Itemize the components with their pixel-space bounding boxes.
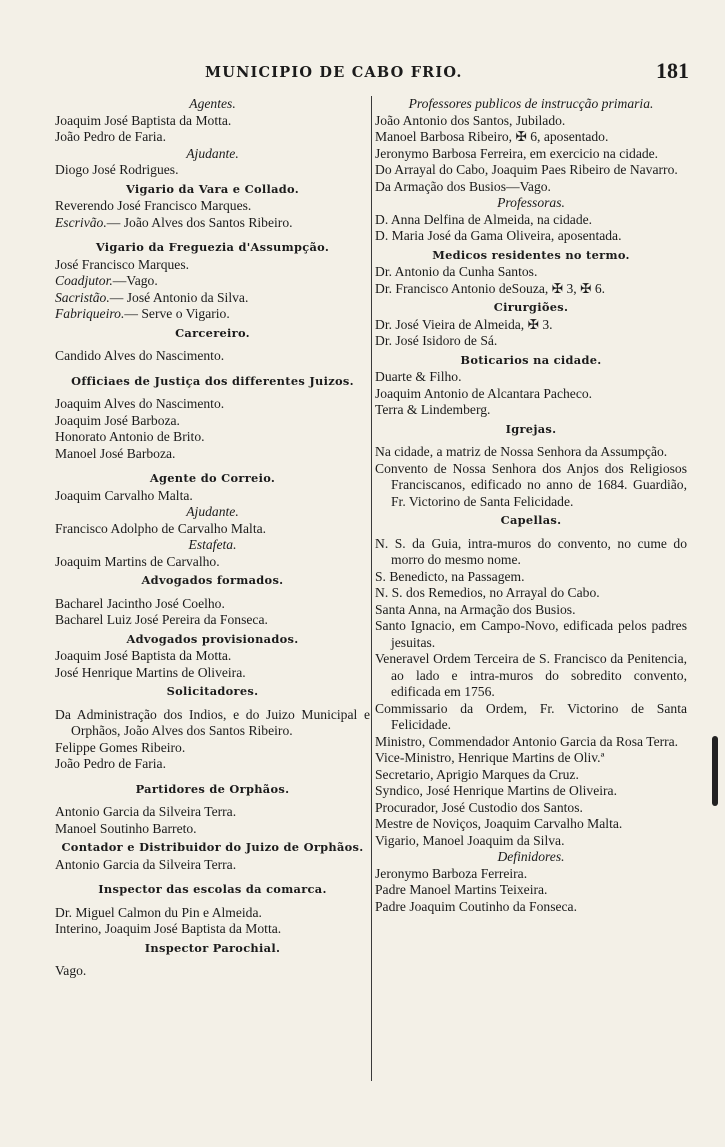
list-item: Vago. xyxy=(55,963,87,978)
section-heading: Boticarios na cidade. xyxy=(460,352,602,367)
list-item: Dr. José Vieira de Almeida, ✠ 3. xyxy=(375,316,553,332)
list-item: Jeronymo Barboza Ferreira. xyxy=(375,865,528,881)
role-holder: — João Alves dos Santos Ribeiro. xyxy=(106,214,293,230)
section-heading: Advogados provisionados. xyxy=(126,631,299,646)
list-item: Duarte & Filho. xyxy=(375,369,462,384)
section-heading: Professoras. xyxy=(497,195,565,210)
section-heading: Definidores. xyxy=(497,849,565,864)
list-item: Vice-Ministro, Henrique Martins de Oliv.ª xyxy=(375,750,605,765)
page-header xyxy=(0,58,725,90)
list-item: Joaquim Carvalho Malta. xyxy=(55,487,193,503)
section-heading: Carcereiro. xyxy=(175,325,250,340)
section-heading: Inspector das escolas da comarca. xyxy=(98,882,327,896)
role-holder: —Vago. xyxy=(112,273,158,288)
list-item: Francisco Adolpho de Carvalho Malta. xyxy=(55,520,267,536)
list-item: Bacharel Luiz José Pereira da Fonseca. xyxy=(55,612,268,627)
section-heading: Vigario da Vara e Collado. xyxy=(125,181,300,196)
list-item: Joaquim Martins de Carvalho. xyxy=(55,553,220,569)
list-item: Vigario, Manoel Joaquim da Silva. xyxy=(375,832,565,848)
list-item: Manoel Barbosa Ribeiro, ✠ 6, aposentado. xyxy=(375,129,609,144)
list-item: Joaquim Alves do Nascimento. xyxy=(55,396,225,411)
list-item: Dr. José Isidoro de Sá. xyxy=(375,333,498,348)
role-label: Escrivão. xyxy=(55,214,107,230)
list-item: Padre Joaquim Coutinho da Fonseca. xyxy=(375,898,577,914)
list-item: Terra & Lindemberg. xyxy=(375,402,491,417)
list-item: Honorato Antonio de Brito. xyxy=(55,429,205,444)
list-item: João Pedro de Faria. xyxy=(55,129,166,144)
section-heading: Agente do Correio. xyxy=(149,471,276,485)
list-item: Padre Manoel Martins Teixeira. xyxy=(375,882,548,897)
list-item: João Pedro de Faria. xyxy=(55,756,166,771)
list-item: Joaquim Antonio de Alcantara Pacheco. xyxy=(375,385,593,401)
list-item: Antonio Garcia da Silveira Terra. xyxy=(55,804,237,819)
list-item: Joaquim José Barboza. xyxy=(55,412,180,428)
section-heading: Medicos residentes no termo. xyxy=(432,247,630,262)
list-item: Da Administração dos Indios, e do Juizo Municipal e Orphãos, João Alves dos Santos Ribeiro. xyxy=(55,706,370,738)
section-heading: Agentes. xyxy=(189,96,236,111)
list-item: Manoel Soutinho Barreto. xyxy=(55,820,197,836)
list-item xyxy=(55,306,370,323)
list-item: Antonio Garcia da Silveira Terra. xyxy=(55,856,237,872)
section-heading: Vigario da Freguezia d'Assumpção. xyxy=(95,240,330,254)
list-item: D. Maria José da Gama Oliveira, aposentada. xyxy=(375,228,622,243)
role-label: Coadjutor. xyxy=(55,273,113,288)
list-item: Commissario da Ordem, Fr. Victorino de Santa Felicidade. xyxy=(375,700,687,732)
list-item: Mestre de Noviços, Joaquim Carvalho Malta. xyxy=(375,816,623,831)
list-item: Dr. Miguel Calmon du Pin e Almeida. xyxy=(55,904,262,920)
list-item: Na cidade, a matriz de Nossa Senhora da Assumpção. xyxy=(375,444,668,459)
list-item: S. Benedicto, na Passagem. xyxy=(375,568,525,584)
list-item: Secretario, Aprigio Marques da Cruz. xyxy=(375,766,579,782)
role-holder: — Serve o Vigario. xyxy=(124,306,230,321)
list-item: D. Anna Delfina de Almeida, na cidade. xyxy=(375,211,593,227)
left-column xyxy=(55,96,370,980)
list-item: Bacharel Jacintho José Coelho. xyxy=(55,595,225,611)
list-item: Joaquim José Baptista da Motta. xyxy=(55,648,232,663)
list-item: Jeronymo Barbosa Ferreira, em exercicio na cidade. xyxy=(375,145,659,161)
list-item: Procurador, José Custodio dos Santos. xyxy=(375,799,583,815)
section-heading: Solicitadores. xyxy=(166,684,259,698)
list-item: Joaquim José Baptista da Motta. xyxy=(55,112,232,128)
list-item: Interino, Joaquim José Baptista da Motta. xyxy=(55,921,282,936)
section-heading: Officiaes de Justiça dos differentes Juizos. xyxy=(71,373,354,388)
list-item: N. S. dos Remedios, no Arrayal do Cabo. xyxy=(375,585,600,600)
page-title: MUNICIPIO DE CABO FRIO. xyxy=(205,64,463,81)
list-item: Felippe Gomes Ribeiro. xyxy=(55,739,186,755)
list-item: José Francisco Marques. xyxy=(55,256,190,272)
page-edge-mark xyxy=(712,736,718,806)
section-heading: Advogados formados. xyxy=(141,573,284,587)
list-item: Do Arrayal do Cabo, Joaquim Paes Ribeiro de Navarro. xyxy=(375,162,678,177)
section-heading: Capellas. xyxy=(500,513,562,527)
role-holder: — José Antonio da Silva. xyxy=(109,289,249,305)
list-item: Santa Anna, na Armação dos Busios. xyxy=(375,601,576,617)
section-heading: Professores publicos de instrucção primaria. xyxy=(408,96,654,111)
list-item: Reverendo José Francisco Marques. xyxy=(55,198,252,213)
role-label: Fabriqueiro. xyxy=(55,306,125,321)
section-heading: Ajudante. xyxy=(186,504,239,519)
list-item: Da Armação dos Busios—Vago. xyxy=(375,178,551,194)
section-heading: Partidores de Orphãos. xyxy=(135,781,290,796)
right-column xyxy=(375,96,687,915)
list-item: Ministro, Commendador Antonio Garcia da Rosa Terra. xyxy=(375,733,679,749)
list-item: Convento de Nossa Senhora dos Anjos dos Religiosos Franciscanos, edificado no anno de 1684. Guardião, Fr. Victorino de Santa Felicidade. xyxy=(375,460,687,509)
column-divider xyxy=(371,96,372,1081)
role-label: Sacristão. xyxy=(55,289,110,305)
section-heading: Inspector Parochial. xyxy=(144,940,281,955)
list-item: Candido Alves do Nascimento. xyxy=(55,348,225,363)
list-item xyxy=(55,273,370,290)
section-heading: Igrejas. xyxy=(505,421,557,436)
list-item: José Henrique Martins de Oliveira. xyxy=(55,664,246,680)
list-item: Diogo José Rodrigues. xyxy=(55,162,179,177)
list-item: Syndico, José Henrique Martins de Oliveira. xyxy=(375,783,617,798)
list-item xyxy=(55,290,370,307)
list-item: João Antonio dos Santos, Jubilado. xyxy=(375,112,566,128)
page-number: 181 xyxy=(656,58,689,83)
list-item xyxy=(55,215,370,232)
list-item: Manoel José Barboza. xyxy=(55,445,176,461)
section-heading: Estafeta. xyxy=(188,537,237,552)
list-item: Dr. Antonio da Cunha Santos. xyxy=(375,264,538,279)
list-item: Santo Ignacio, em Campo-Novo, edificada pelos padres jesuitas. xyxy=(375,618,687,650)
section-heading: Cirurgiões. xyxy=(493,300,569,314)
list-item: N. S. da Guia, intra-muros do convento, no cume do morro do mesmo nome. xyxy=(375,535,687,567)
list-item: Veneravel Ordem Terceira de S. Francisco da Penitencia, ao lado e intra-muros do sobredito convento, edificada em 1756. xyxy=(375,651,687,699)
section-heading: Ajudante. xyxy=(186,145,239,161)
list-item: Dr. Francisco Antonio deSouza, ✠ 3, ✠ 6. xyxy=(375,280,606,296)
section-heading: Contador e Distribuidor do Juizo de Orphãos. xyxy=(61,840,364,854)
